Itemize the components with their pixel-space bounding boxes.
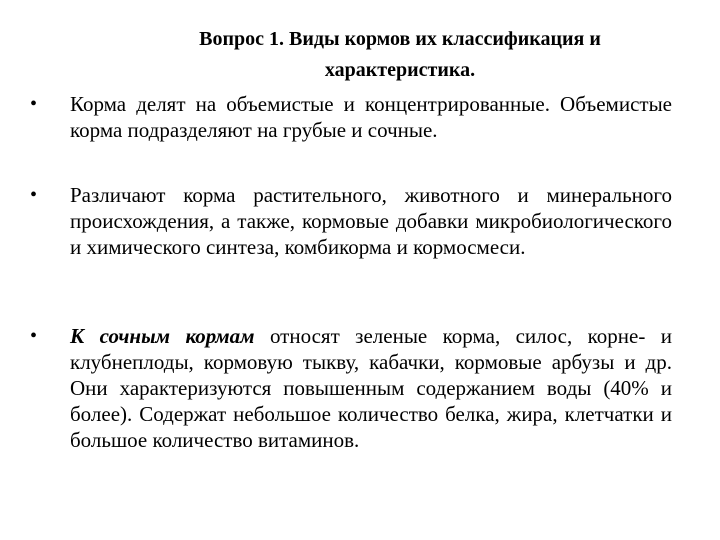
slide-title-line-2: характеристика. — [324, 59, 476, 81]
bullet-icon: • — [30, 93, 38, 115]
bullet-text-3 — [70, 323, 672, 453]
bullet-item-3 — [30, 323, 672, 453]
bullet-item-1 — [30, 91, 672, 143]
bullet-lead-emphasis: К сочным кормам — [70, 324, 255, 348]
bullet-body-3: относят зеленые корма, силос, корне- и клубнеплоды, кормовую тыкву, кабачки, кормовые арбузы и др. Они характеризуются повышенным содержанием воды (40% и более). Содержат небольшое количество белка, жира, клетчатки и большое количество витаминов. — [70, 324, 672, 452]
slide-title-line-1: Вопрос 1. Виды кормов их классификация и — [199, 28, 601, 50]
bullet-text-1: Корма делят на объемистые и концентрированные. Объемистые корма подразделяют на грубые и сочные. — [70, 92, 672, 142]
bullet-icon: • — [30, 325, 38, 347]
bullet-item-2 — [30, 182, 672, 260]
bullet-text-2: Различают корма растительного, животного и минерального происхождения, а также, кормовые добавки микробиологического и химического синтеза, комбикорма и кормосмеси. — [70, 183, 672, 259]
slide-title — [150, 24, 650, 86]
bullet-icon: • — [30, 184, 38, 206]
